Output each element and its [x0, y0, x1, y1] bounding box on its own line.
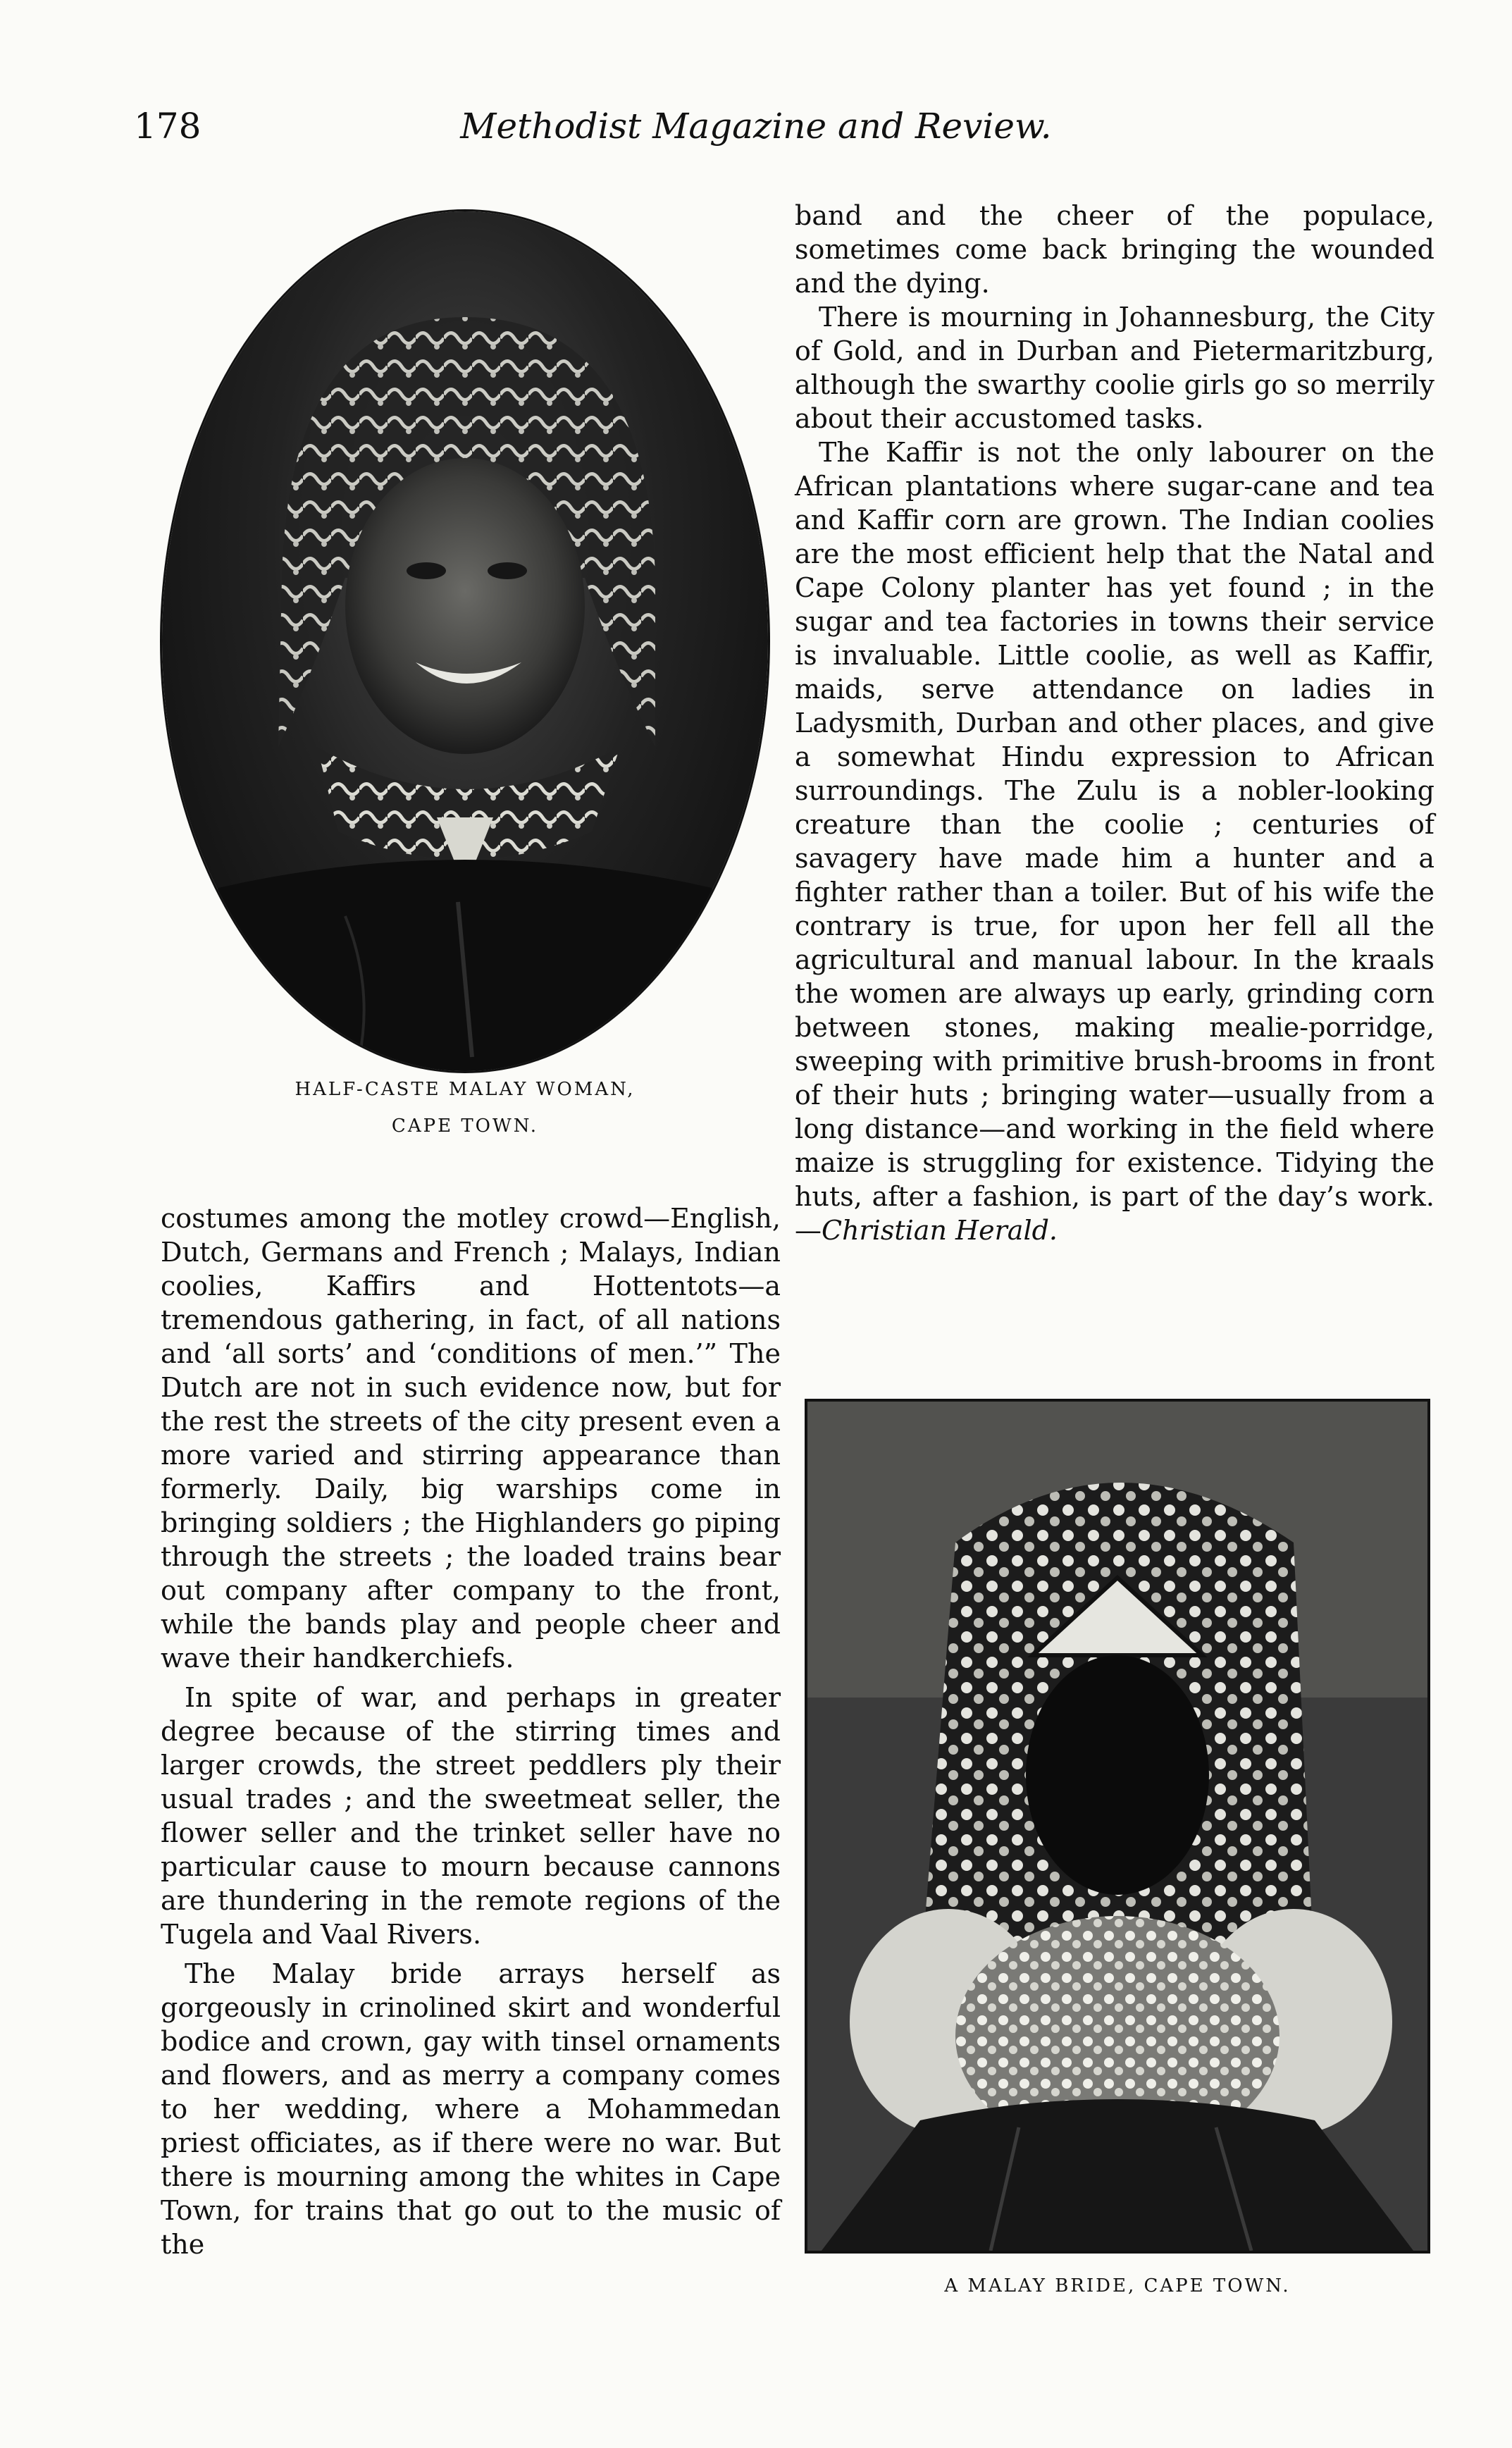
- portrait-illustration: [162, 211, 768, 1071]
- bride-photo: [805, 1399, 1430, 2254]
- left-paragraph-3: The Malay bride arrays herself as gorgeously in crinolined skirt and wonderful bodice and crown, gay with tinsel ornaments and flowers, and as merry a company comes to her wedding, where a Mohammedan priest officiates, as if there were no war. But there is mourning among the whites in Cape Town, for trains that go out to the music of the: [161, 1958, 781, 2260]
- right-column: [795, 199, 1434, 1247]
- right-paragraph-3: [795, 435, 1434, 1247]
- portrait-caption: [162, 1071, 768, 1144]
- bride-caption: A MALAY BRIDE, CAPE TOWN.: [944, 2275, 1291, 2296]
- left-paragraph-2: In spite of war, and perhaps in greater degree because of the stirring times and larger crowds, the street peddlers ply their usual trades ; and the sweetmeat seller, the flower seller and the trinket seller have no particular cause to mourn because cannons are thundering in the remote regions of the Tugela and Vaal Rivers.: [161, 1682, 781, 1950]
- left-paragraph-1: costumes among the motley crowd—English, Dutch, Germans and French ; Malays, Indian coolies, Kaffirs and Hottentots—a tremendous gathering, in fact, of all nations and ‘all sorts’ and ‘conditions of men.’” The Dutch are not in such evidence now, but for the rest the streets of the city present even a more varied and stirring appearance than formerly. Daily, big warships come in bringing soldiers ; the Highlanders go piping through the streets ; the loaded trains bear out company after company to the front, while the bands play and people cheer and wave their handkerchiefs.: [161, 1203, 781, 1674]
- bride-illustration: [807, 1402, 1427, 2251]
- right-paragraph-2: There is mourning in Johannesburg, the City of Gold, and in Durban and Pietermaritzburg, although the swarthy coolie girls go so merrily about their accustomed tasks.: [795, 302, 1434, 434]
- portrait-figure: [162, 211, 768, 1071]
- magazine-title: Methodist Magazine and Review.: [460, 106, 1052, 147]
- running-head: [134, 106, 1378, 155]
- right-paragraph-3-body: The Kaffir is not the only labourer on the African plantations where sugar-cane and tea and Kaffir corn are grown. The Indian coolies are the most efficient help that the Natal and Cape Colony planter has yet found ; in the sugar and tea factories in towns their service is invaluable. Little coolie, as well as Kaffir, maids, serve attendance on ladies in Ladysmith, Durban and other places, and give a somewhat Hindu expression to African surroundings. The Zulu is a nobler-looking creature than the coolie ; centuries of savagery have made him a hunter and a fighter rather than a toiler. But of his wife the contrary is true, for upon her fell all the agricultural and manual labour. In the kraals the women are always up early, grinding corn between stones, making mealie-porridge, sweeping with primitive brush-brooms in front of their huts ; bringing water—usually from a long distance—and working in the field where maize is struggling for existence. Tidying the huts, after a fashion, is part of the day’s work.—: [795, 437, 1434, 1246]
- portrait-photo: [162, 211, 768, 1071]
- portrait-caption-line2: CAPE TOWN.: [391, 1115, 539, 1137]
- right-paragraph-1: band and the cheer of the populace, sometimes come back bringing the wounded and the dying.: [795, 200, 1434, 299]
- left-column: [161, 1201, 781, 2261]
- source-credit: Christian Herald.: [822, 1215, 1058, 1246]
- page-number: 178: [134, 106, 202, 147]
- portrait-caption-line1: HALF-CASTE MALAY WOMAN,: [295, 1079, 636, 1100]
